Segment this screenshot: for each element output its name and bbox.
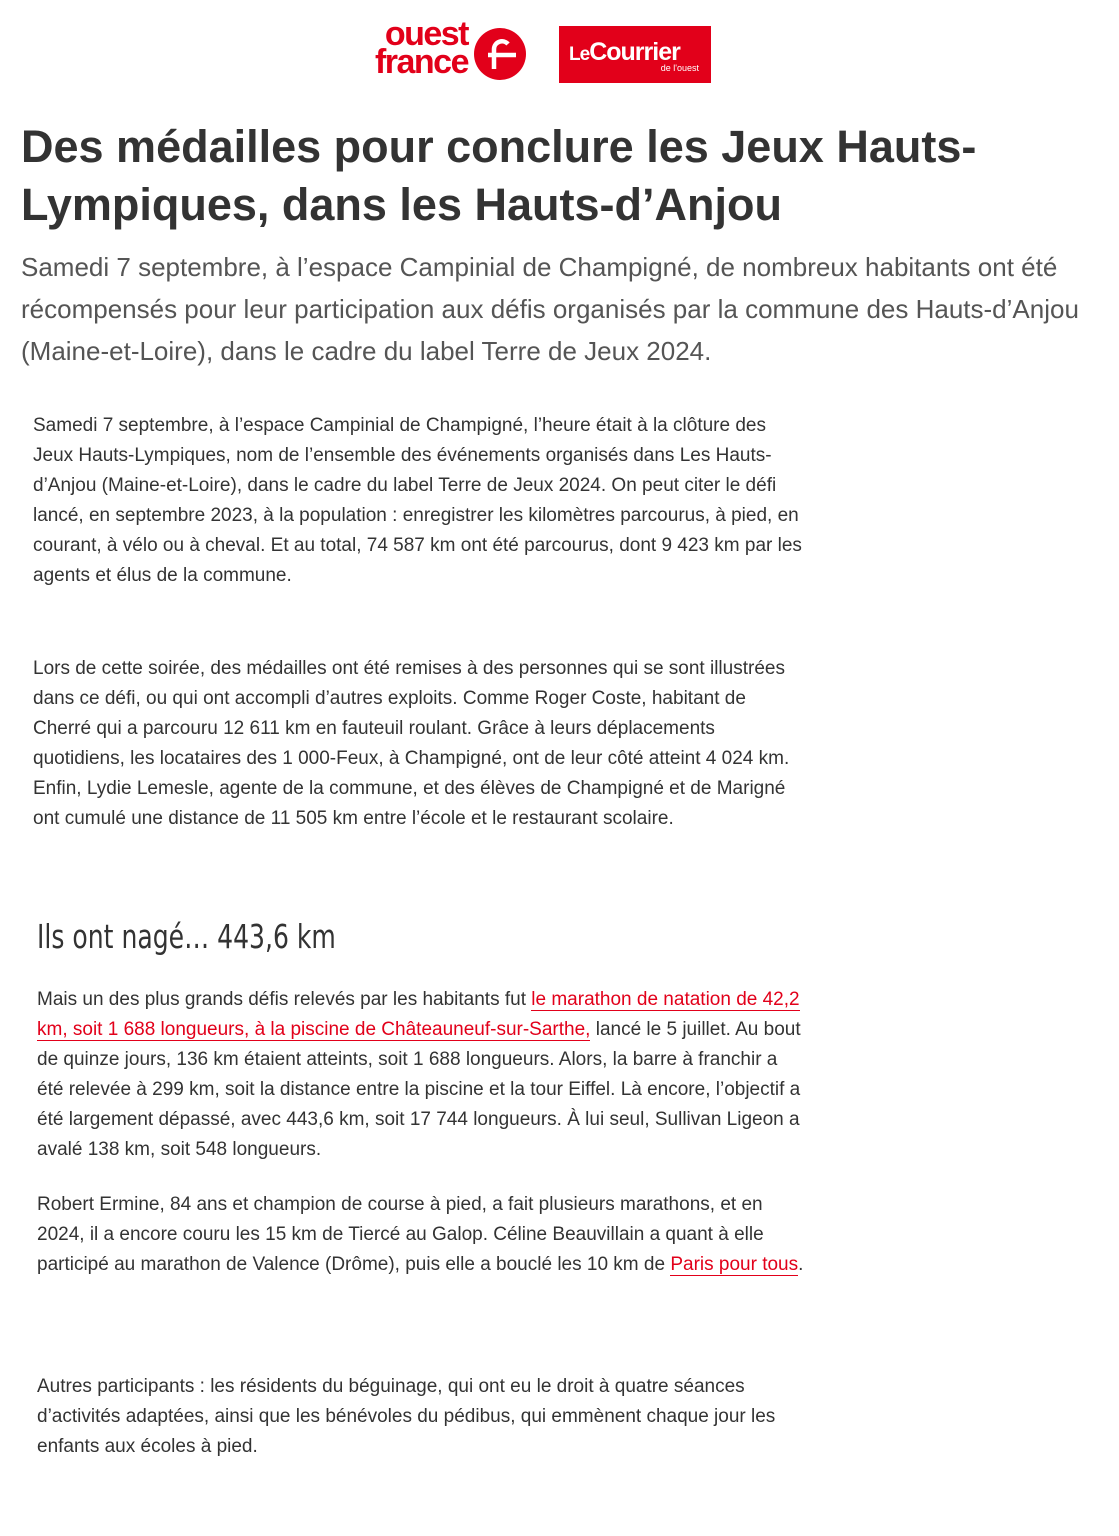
- site-header: [0, 0, 1119, 100]
- ouest-france-logo[interactable]: [344, 15, 526, 86]
- le-courrier-logo[interactable]: [559, 26, 711, 83]
- marathon-natation-link[interactable]: le marathon de natation de 42,2 km, soit 1 688 longueurs, à la piscine de Châteauneuf-sur-Sarthe,: [37, 989, 800, 1040]
- paris-pour-tous-link[interactable]: Paris pour tous: [670, 1254, 799, 1275]
- le-courrier-logo-le: Le: [569, 44, 590, 65]
- paragraph-4-text-after: .: [798, 1254, 804, 1275]
- paragraph-4-text-before: Robert Ermine, 84 ans et champion de course à pied, a fait plusieurs marathons, et en 2024, il a encore couru les 15 km de Tiercé au Galop. Céline Beauvillain a quant à elle participé au marathon de Valence (Drôme), puis elle a bouclé les 10 km de: [37, 1194, 764, 1275]
- paragraph-3-text-after: lancé le 5 juillet. Au bout de quinze jours, 136 km étaient atteints, soit 1 688 longueurs. Alors, la barre à franchir a été relevée à 299 km, soit la distance entre la piscine et la tour Eiffel. Là encore, l’objectif a été largement dépassé, avec 443,6 km, soit 17 744 longueurs. À lui seul, Sullivan Ligeon a avalé 138 km, soit 548 longueurs.: [37, 1019, 801, 1160]
- article-lead: Samedi 7 septembre, à l’espace Campinial de Champigné, de nombreux habitants ont été récompensés pour leur participation aux défis organisés par la commune des Hauts-d’Anjou (Maine-et-Loire), dans le cadre du label Terre de Jeux 2024.: [21, 252, 1079, 366]
- ouest-france-logo-line2: france: [374, 43, 468, 81]
- ouest-france-logo-line1: ouest: [384, 15, 468, 53]
- article-subheading: Ils ont nagé… 443,6 km: [37, 917, 336, 956]
- article-paragraph-2: Lors de cette soirée, des médailles ont été remises à des personnes qui se sont illustrées dans ce défi, ou qui ont accompli d’autres exploits. Comme Roger Coste, habitant de Cherré qui a parcouru 12 611 km en fauteuil roulant. Grâce à leurs déplacements quotidiens, les locataires des 1 000-Feux, à Champigné, ont de leur côté atteint 4 024 km. Enfin, Lydie Lemesle, agente de la commune, et des élèves de Champigné et de Marigné ont cumulé une distance de 11 505 km entre l’école et le restaurant scolaire.: [33, 658, 790, 829]
- paragraph-3-text-before: Mais un des plus grands défis relevés par les habitants fut: [37, 989, 532, 1010]
- le-courrier-logo-sub: de l'ouest: [660, 63, 699, 73]
- ouest-france-circle-icon: [474, 28, 526, 80]
- article-paragraph-3: [37, 985, 807, 1165]
- article-paragraph-1: Samedi 7 septembre, à l’espace Campinial de Champigné, l’heure était à la clôture des Jeux Hauts-Lympiques, nom de l’ensemble des événements organisés dans Les Hauts-d’Anjou (Maine-et-Loire), dans le cadre du label Terre de Jeux 2024. On peut citer le défi lancé, en septembre 2023, à la population : enregistrer les kilomètres parcourus, à pied, en courant, à vélo ou à cheval. Et au total, 74 587 km ont été parcourus, dont 9 423 km par les agents et élus de la commune.: [33, 415, 802, 586]
- article-title: Des médailles pour conclure les Jeux Hauts-Lympiques, dans les Hauts-d’Anjou: [21, 121, 977, 230]
- le-courrier-logo-word: Courrier: [589, 38, 680, 66]
- article-paragraph-4: [37, 1190, 807, 1280]
- article-paragraph-5: Autres participants : les résidents du béguinage, qui ont eu le droit à quatre séances d’activités adaptées, ainsi que les bénévoles du pédibus, qui emmènent chaque jour les enfants aux écoles à pied.: [37, 1376, 776, 1457]
